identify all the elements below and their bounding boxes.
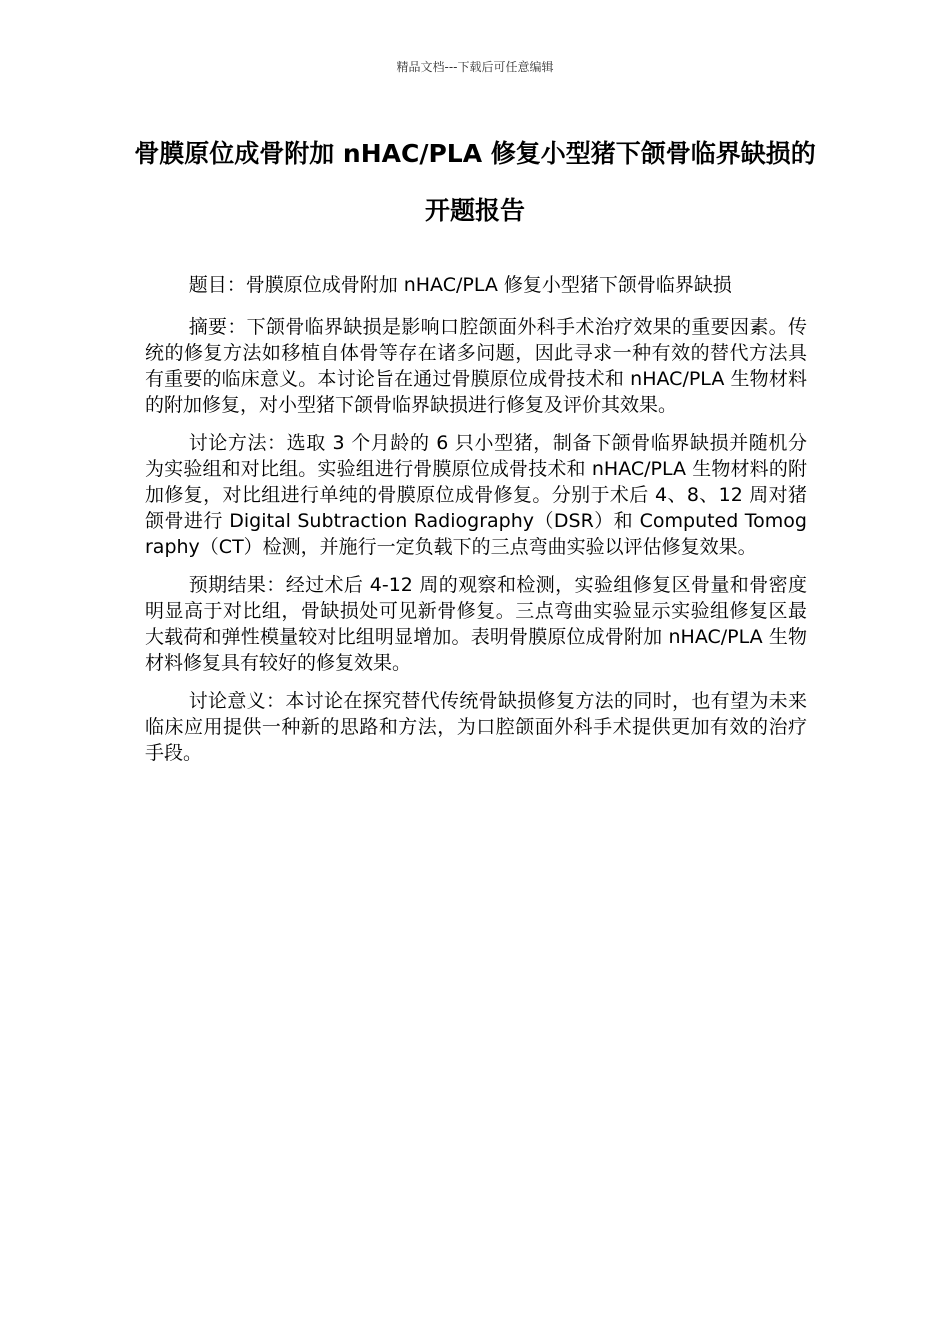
topic-paragraph: 题目：骨膜原位成骨附加 nHAC/PLA 修复小型猪下颌骨临界缺损 xyxy=(188,274,732,296)
expected-results-paragraph: 预期结果：经过术后 4-12 周的观察和检测，实验组修复区骨量和骨密度明显高于对比组，骨缺损处可见新骨修复。三点弯曲实验显示实验组修复区最大载荷和弹性模量较对比组明显增加。表明骨膜原位成骨附加 nHAC/PLA 生物材料修复具有较好的修复效果。 xyxy=(145,574,807,674)
methods-paragraph: 讨论方法：选取 3 个月龄的 6 只小型猪，制备下颌骨临界缺损并随机分为实验组和对比组。实验组进行骨膜原位成骨技术和 nHAC/PLA 生物材料的附加修复，对比组进行单纯的骨膜原位成骨修复。分别于术后 4、8、12 周对猪颌骨进行 Digital Subtraction Radiography（DSR）和 Computed Tomography（CT）检测，并施行一定负载下的三点弯曲实验以评估修复效果。 xyxy=(145,432,807,558)
document-body xyxy=(145,272,807,778)
abstract-paragraph: 摘要：下颌骨临界缺损是影响口腔颌面外科手术治疗效果的重要因素。传统的修复方法如移植自体骨等存在诸多问题，因此寻求一种有效的替代方法具有重要的临床意义。本讨论旨在通过骨膜原位成骨技术和 nHAC/PLA 生物材料的附加修复，对小型猪下颌骨临界缺损进行修复及评价其效果。 xyxy=(145,316,807,416)
page-header-note: 精品文档---下载后可任意编辑 xyxy=(396,60,554,74)
significance-paragraph: 讨论意义：本讨论在探究替代传统骨缺损修复方法的同时，也有望为未来临床应用提供一种新的思路和方法，为口腔颌面外科手术提供更加有效的治疗手段。 xyxy=(145,690,807,764)
document-title: 骨膜原位成骨附加 nHAC/PLA 修复小型猪下颌骨临界缺损的开题报告 xyxy=(134,139,816,225)
